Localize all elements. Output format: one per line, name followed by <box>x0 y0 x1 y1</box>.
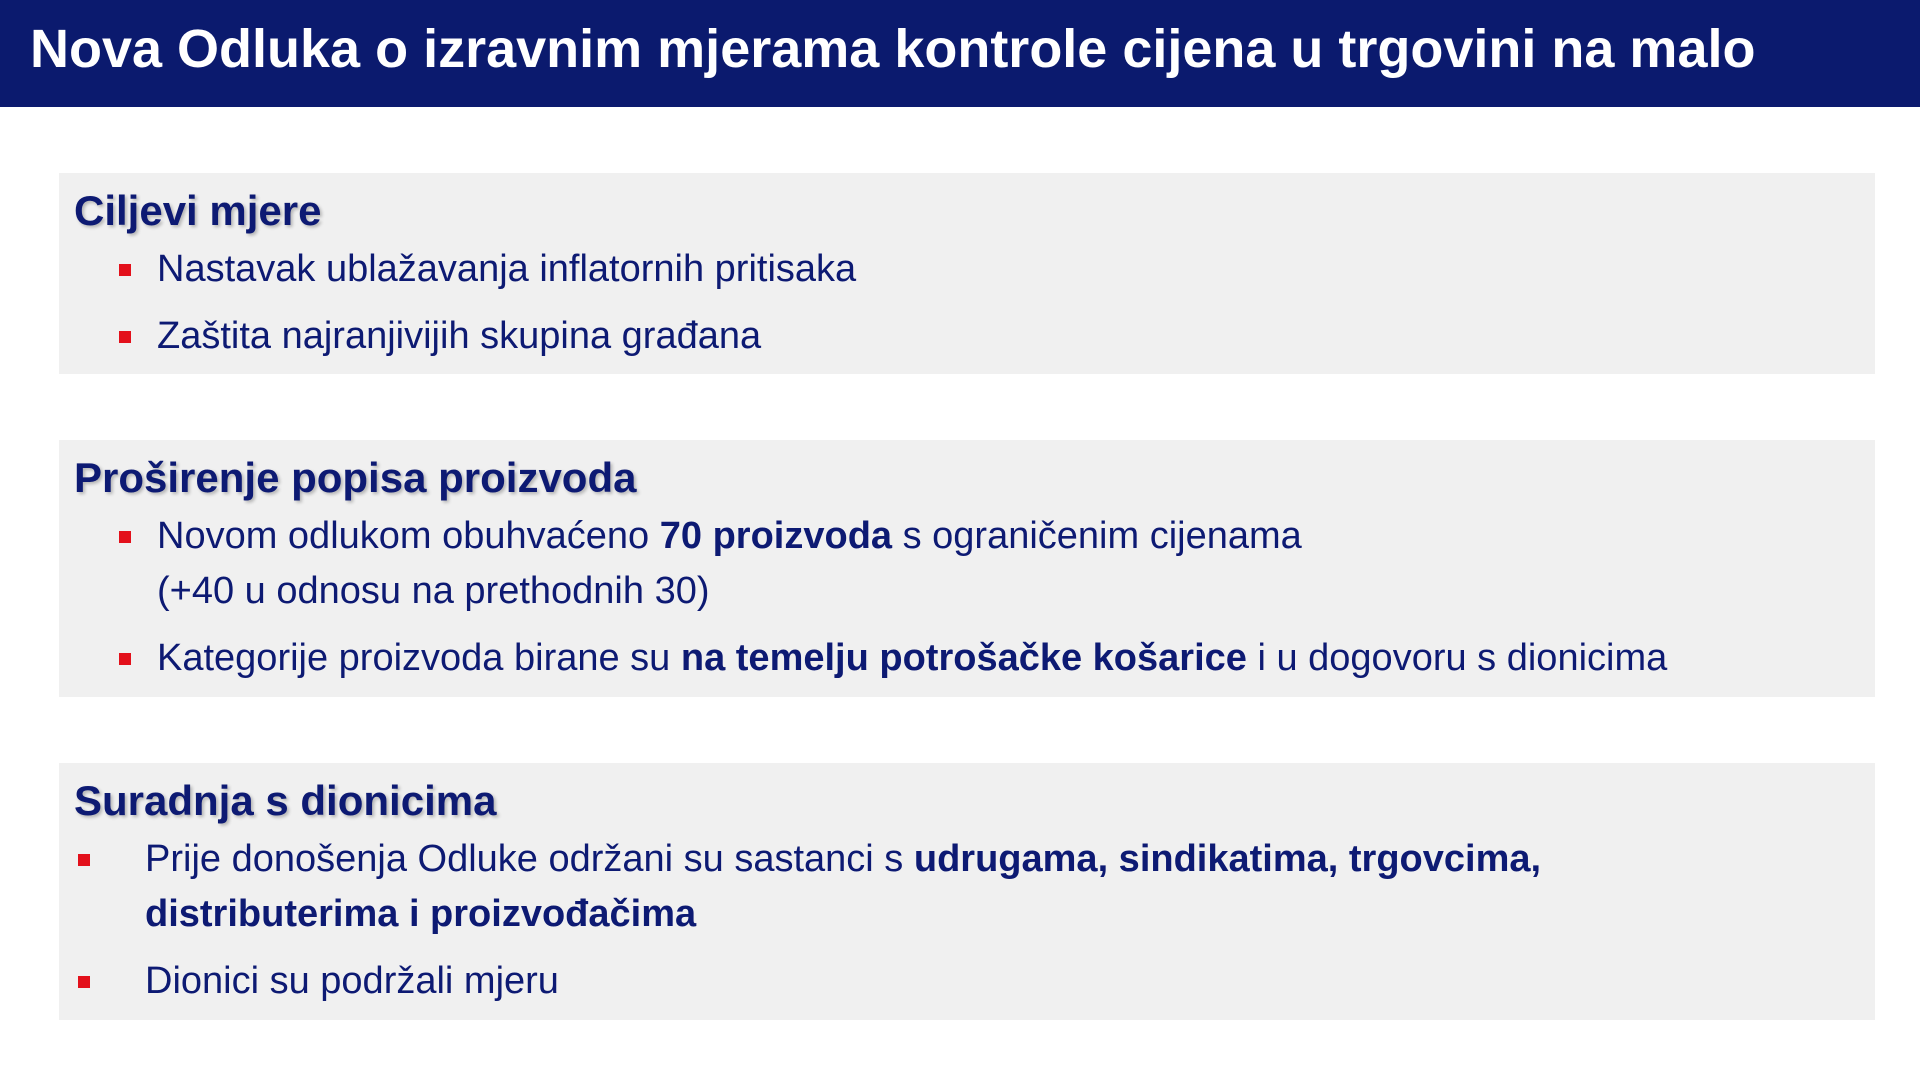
list-item: Dionici su podržali mjeru <box>145 960 559 1002</box>
bullet-square-icon <box>119 264 131 276</box>
section-ciljevi-mjere <box>59 173 1875 374</box>
item-emphasis: na temelju potrošačke košarice <box>680 637 1247 679</box>
bullet-square-icon <box>119 331 131 343</box>
list-item: Nastavak ublažavanja inflatornih pritisaka <box>157 248 857 290</box>
item-text: Prije donošenja Odluke održani su sastanci s <box>145 838 914 880</box>
item-emphasis: distributerima i proizvođačima <box>145 893 697 935</box>
bullet-square-icon <box>119 531 131 543</box>
list-item-continuation <box>145 887 696 942</box>
bullet-square-icon <box>78 976 90 988</box>
item-emphasis: 70 proizvoda <box>659 515 893 557</box>
item-emphasis: udrugama, sindikatima, trgovcima, <box>913 838 1542 880</box>
bullet-square-icon <box>78 854 90 866</box>
section-suradnja-s-dionicima <box>59 763 1875 1020</box>
list-item-continuation: (+40 u odnosu na prethodnih 30) <box>157 570 710 612</box>
section-prosirenje-popisa <box>59 440 1875 697</box>
list-item <box>157 631 1667 686</box>
slide-title: Nova Odluka o izravnim mjerama kontrole cijena u trgovini na malo <box>30 19 1756 79</box>
item-text: i u dogovoru s dionicima <box>1246 637 1668 679</box>
list-item: Zaštita najranjivijih skupina građana <box>157 315 762 357</box>
list-item <box>145 832 1541 887</box>
title-bar <box>0 0 1920 107</box>
item-text: s ograničenim cijenama <box>892 515 1302 557</box>
item-text: Kategorije proizvoda birane su <box>157 637 681 679</box>
item-text: Novom odlukom obuhvaćeno <box>157 515 660 557</box>
list-item <box>157 509 1302 564</box>
bullet-square-icon <box>119 653 131 665</box>
section-heading: Suradnja s dionicima <box>74 777 497 824</box>
section-heading: Proširenje popisa proizvoda <box>74 454 637 501</box>
section-heading: Ciljevi mjere <box>74 187 322 234</box>
